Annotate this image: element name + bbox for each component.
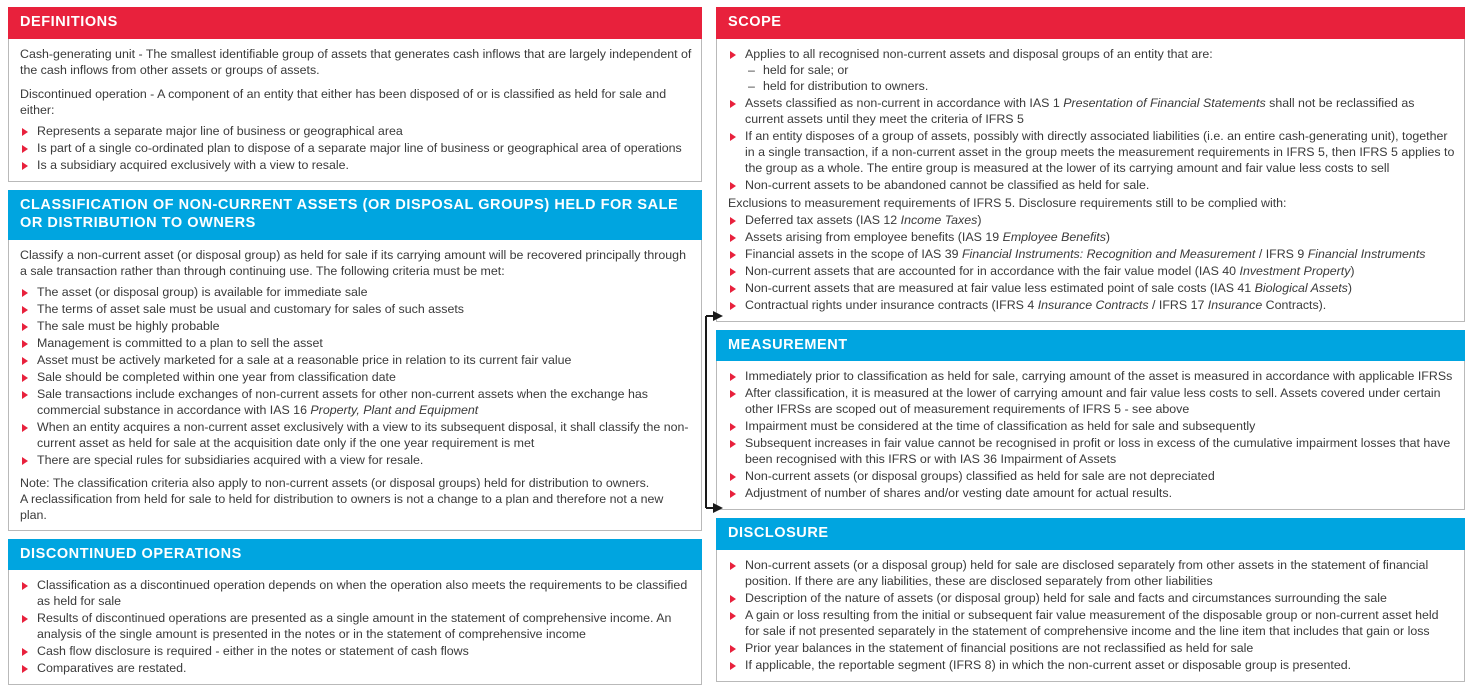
panel-discontinued-operations-title: DISCONTINUED OPERATIONS bbox=[8, 539, 702, 571]
discontinued-bullet-list bbox=[20, 577, 692, 676]
classification-bullet-list bbox=[20, 284, 692, 468]
panel-measurement-body bbox=[717, 361, 1464, 509]
list-item-text-tail: ) bbox=[977, 212, 982, 227]
panel-definitions-body bbox=[9, 39, 701, 181]
list-item: There are special rules for subsidiaries acquired with a view for resale. bbox=[20, 452, 692, 468]
standard-name: Biological Assets bbox=[1254, 280, 1348, 295]
standard-name-alt: Financial Instruments bbox=[1307, 246, 1426, 261]
panel-scope-body bbox=[717, 39, 1464, 321]
list-item-text: Non-current assets that are measured at fair value less estimated point of sale costs (IAS 41 bbox=[745, 280, 1255, 295]
classification-note-line-2: A reclassification from held for sale to held for distribution to owners is not a change to a plan and therefore not a new plan. bbox=[20, 491, 664, 522]
list-item-text: Assets arising from employee benefits (IAS 19 bbox=[745, 229, 1003, 244]
scope-exclusions-lead: Exclusions to measurement requirements of IFRS 5. Disclosure requirements still to be complied with: bbox=[728, 195, 1287, 210]
list-item-text-tail: ) bbox=[1347, 280, 1352, 295]
list-item-text-mid: / IFRS 9 bbox=[1255, 246, 1308, 261]
list-item: Represents a separate major line of business or geographical area bbox=[20, 123, 692, 139]
list-item: A gain or loss resulting from the initial or subsequent fair value measurement of the disposable group or non-current asset held for sale if not presented separately in the statement of comprehensive income and the line item that includes that gain or loss bbox=[728, 607, 1455, 639]
list-item bbox=[728, 280, 1455, 296]
list-item: Is part of a single co-ordinated plan to dispose of a separate major line of business or geographical area of operations bbox=[20, 140, 692, 156]
scope-exclusions-list bbox=[728, 212, 1455, 313]
standard-name: Income Taxes bbox=[900, 212, 978, 227]
panel-disclosure-body bbox=[717, 550, 1464, 681]
panel-measurement-title: MEASUREMENT bbox=[716, 330, 1465, 362]
list-item bbox=[728, 95, 1455, 127]
scope-bullet-list bbox=[728, 46, 1455, 193]
list-item-text: Deferred tax assets (IAS 12 bbox=[745, 212, 901, 227]
list-item-text-tail: shall not be reclassified as current assets until they meet the criteria of IFRS 5 bbox=[745, 95, 1415, 126]
panel-definitions-title: DEFINITIONS bbox=[8, 7, 702, 39]
right-column bbox=[716, 8, 1465, 672]
standard-name-alt: Insurance bbox=[1207, 297, 1263, 312]
list-item: Non-current assets (or a disposal group) held for sale are disclosed separately from other assets in the statement of financial position. If there are any liabilities, these are disclosed separately from other liabilities bbox=[728, 557, 1455, 589]
list-item-text: Applies to all recognised non-current assets and disposal groups of an entity that are: bbox=[745, 46, 1213, 61]
list-item-text: Assets classified as non-current in accordance with IAS 1 bbox=[745, 95, 1064, 110]
list-item: When an entity acquires a non-current asset exclusively with a view to its subsequent disposal, it shall classify the non-current asset as held for sale at the acquisition date only if the one year requirement is met bbox=[20, 419, 692, 451]
standard-name-ias16: Property, Plant and Equipment bbox=[310, 402, 479, 417]
list-item bbox=[728, 246, 1455, 262]
list-item-text: Financial assets in the scope of IAS 39 bbox=[745, 246, 962, 261]
classification-note-line-1: Note: The classification criteria also apply to non-current assets (or disposal groups) held for distribution to owners. bbox=[20, 475, 650, 490]
list-item: If applicable, the reportable segment (IFRS 8) in which the non-current asset or disposable group is presented. bbox=[728, 657, 1455, 673]
list-item bbox=[728, 46, 1455, 94]
list-item: Asset must be actively marketed for a sale at a reasonable price in relation to its current fair value bbox=[20, 352, 692, 368]
list-item: Prior year balances in the statement of financial positions are not reclassified as held for sale bbox=[728, 640, 1455, 656]
panel-classification-body bbox=[9, 240, 701, 530]
list-item: Classification as a discontinued operation depends on when the operation also meets the requirements to be classified as held for sale bbox=[20, 577, 692, 609]
list-item bbox=[728, 229, 1455, 245]
list-item: Results of discontinued operations are presented as a single amount in the statement of comprehensive income. An analysis of the single amount is presented in the notes or in the statement of comprehensive income bbox=[20, 610, 692, 642]
panel-discontinued-operations-body bbox=[9, 570, 701, 684]
panel-definitions bbox=[8, 8, 702, 182]
list-item-text-tail: ) bbox=[1105, 229, 1111, 244]
definition-cash-generating-unit: Cash-generating unit - The smallest identifiable group of assets that generates cash inflows that are largely independent of the cash inflows from other assets or groups of assets. bbox=[20, 46, 692, 77]
list-item: Management is committed to a plan to sell the asset bbox=[20, 335, 692, 351]
sub-list-item: – held for sale; or bbox=[745, 62, 1455, 78]
left-column bbox=[8, 8, 702, 676]
list-item: Subsequent increases in fair value cannot be recognised in profit or loss in excess of the cumulative impairment losses that have been recognised with this IFRS or with IAS 36 Impairment of Assets bbox=[728, 435, 1455, 467]
standard-name: Employee Benefits bbox=[1002, 229, 1106, 244]
scope-sub-bullet-list bbox=[745, 62, 1455, 94]
list-item-text: Contractual rights under insurance contracts (IFRS 4 bbox=[745, 297, 1038, 312]
panel-scope bbox=[716, 8, 1465, 322]
sub-list-item: – held for distribution to owners. bbox=[745, 78, 1455, 94]
list-item: The sale must be highly probable bbox=[20, 318, 692, 334]
panel-disclosure bbox=[716, 519, 1465, 682]
panel-disclosure-title: DISCLOSURE bbox=[716, 518, 1465, 550]
list-item: Impairment must be considered at the time of classification as held for sale and subsequently bbox=[728, 418, 1455, 434]
list-item-text-tail: ) bbox=[1350, 263, 1355, 278]
definition-discontinued-operation: Discontinued operation - A component of an entity that either has been disposed of or is classified as held for sale and either: bbox=[20, 86, 667, 117]
measurement-bullet-list bbox=[728, 368, 1455, 501]
list-item: Non-current assets (or disposal groups) classified as held for sale are not depreciated bbox=[728, 468, 1455, 484]
panel-scope-title: SCOPE bbox=[716, 7, 1465, 39]
list-item: Is a subsidiary acquired exclusively with a view to resale. bbox=[20, 157, 692, 173]
list-item: Sale should be completed within one year from classification date bbox=[20, 369, 692, 385]
panel-measurement bbox=[716, 331, 1465, 511]
list-item: Comparatives are restated. bbox=[20, 660, 692, 676]
list-item bbox=[728, 297, 1455, 313]
standard-name: Insurance Contracts bbox=[1037, 297, 1149, 312]
list-item-text-tail: Contracts). bbox=[1262, 297, 1327, 312]
classification-intro: Classify a non-current asset (or disposal group) as held for sale if its carrying amount will be recovered principally through a sale transaction rather than through continuing use. The following criteria must be met: bbox=[20, 247, 686, 278]
list-item: If an entity disposes of a group of assets, possibly with directly associated liabilities (i.e. an entire cash-generating unit), together in a single transaction, if a non-current asset in the group meets the measurement requirements in IFRS 5, then IFRS 5 applies to the group as a whole. The entire group is measured at the lower of its carrying amount and fair value less costs to sell bbox=[728, 128, 1455, 176]
list-item: The terms of asset sale must be usual and customary for sales of such assets bbox=[20, 301, 692, 317]
panel-classification-title: CLASSIFICATION OF NON-CURRENT ASSETS (OR DISPOSAL GROUPS) HELD FOR SALE OR DISTRIBUTION TO OWNERS bbox=[8, 190, 702, 240]
list-item: After classification, it is measured at the lower of carrying amount and fair value less costs to sell. Assets covered under certain other IFRSs are scoped out of measurement requirements of IFRS 5 - see above bbox=[728, 385, 1455, 417]
list-item bbox=[728, 263, 1455, 279]
standard-name: Financial Instruments: Recognition and Measurement bbox=[961, 246, 1256, 261]
panel-discontinued-operations bbox=[8, 540, 702, 685]
list-item-text: Sale transactions include exchanges of non-current assets for other non-current assets when the exchange has commercial substance in accordance with IAS 16 bbox=[37, 386, 648, 417]
list-item: Immediately prior to classification as held for sale, carrying amount of the asset is measured in accordance with applicable IFRSs bbox=[728, 368, 1455, 384]
list-item-text-mid: / IFRS 17 bbox=[1148, 297, 1208, 312]
list-item bbox=[20, 386, 692, 418]
disclosure-bullet-list bbox=[728, 557, 1455, 673]
list-item: Cash flow disclosure is required - either in the notes or statement of cash flows bbox=[20, 643, 692, 659]
standard-name: Investment Property bbox=[1239, 263, 1351, 278]
standard-name-ias1: Presentation of Financial Statements bbox=[1063, 95, 1266, 110]
list-item bbox=[728, 212, 1455, 228]
list-item: Non-current assets to be abandoned cannot be classified as held for sale. bbox=[728, 177, 1455, 193]
panel-classification bbox=[8, 191, 702, 531]
list-item: The asset (or disposal group) is available for immediate sale bbox=[20, 284, 692, 300]
list-item: Description of the nature of assets (or disposal group) held for sale and facts and circumstances surrounding the sale bbox=[728, 590, 1455, 606]
list-item: Adjustment of number of shares and/or vesting date amount for actual results. bbox=[728, 485, 1455, 501]
list-item-text: Non-current assets that are accounted for in accordance with the fair value model (IAS 40 bbox=[745, 263, 1240, 278]
definitions-bullet-list bbox=[20, 123, 692, 173]
